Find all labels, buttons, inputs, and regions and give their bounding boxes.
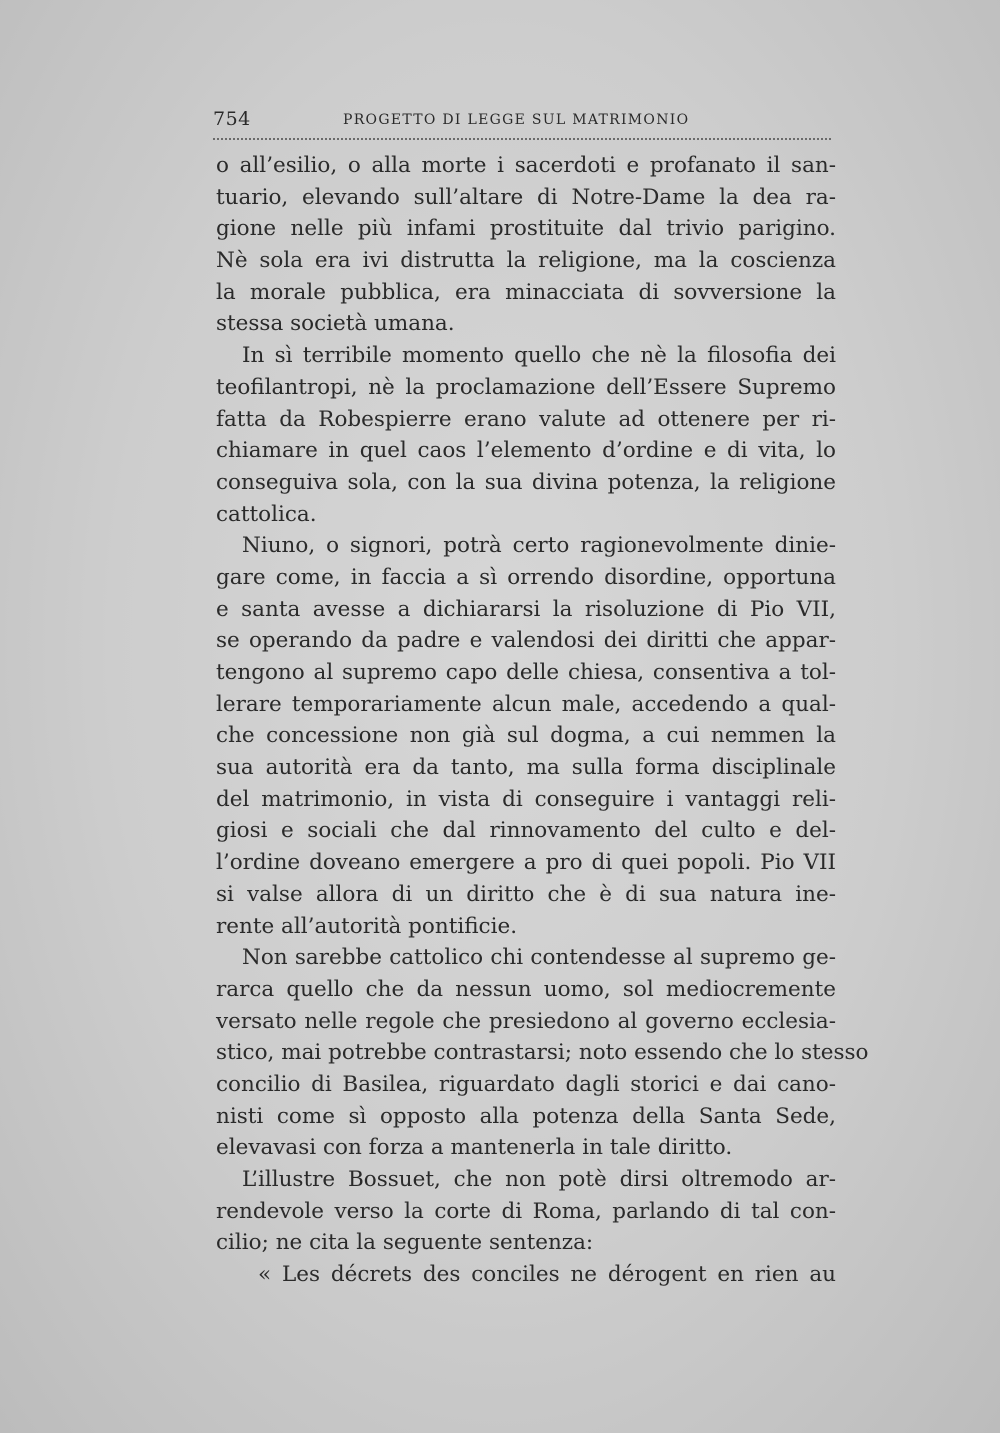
text-line: o all’esilio, o alla morte i sacerdoti e profanato il san- [216, 153, 836, 178]
text-line: e santa avesse a dichiararsi la risoluzione di Pio VII, [216, 596, 836, 622]
page-number: 754 [213, 108, 251, 130]
text-line: se operando da padre e valendosi dei diritti che appar- [216, 628, 836, 654]
text-line: sua autorità era da tanto, ma sulla forma disciplinale [216, 755, 836, 781]
text-line: conseguiva sola, con la sua divina potenza, la religione [216, 469, 836, 495]
text-line: nisti come sì opposto alla potenza della Santa Sede, [216, 1103, 836, 1129]
text-line: lerare temporariamente alcun male, accedendo a qual- [216, 691, 836, 717]
text-line: si valse allora di un diritto che è di sua natura ine- [216, 881, 836, 907]
text-line: concilio di Basilea, riguardato dagli storici e dai cano- [216, 1071, 836, 1097]
text-line: teofilantropi, nè la proclamazione dell’Essere Supremo [216, 374, 836, 400]
text-line: Non sarebbe cattolico chi contendesse al supremo ge- [242, 945, 836, 971]
running-title: PROGETTO DI LEGGE SUL MATRIMONIO [343, 112, 690, 128]
text-line: rarca quello che da nessun uomo, sol mediocremente [216, 976, 836, 1002]
text-line: In sì terribile momento quello che nè la filosofia dei [242, 343, 836, 369]
text-line: l’ordine doveano emergere a pro di quei popoli. Pio VII [216, 850, 836, 876]
body-text [216, 150, 869, 1291]
text-line: tengono al supremo capo delle chiesa, consentiva a tol- [216, 660, 836, 685]
text-line: chiamare in quel caos l’elemento d’ordine e di vita, lo [216, 438, 836, 464]
text-line: tuario, elevando sull’altare di Notre-Dame la dea ra- [216, 184, 836, 210]
text-line: cilio; ne cita la seguente sentenza: [216, 1230, 594, 1256]
text-line: gare come, in faccia a sì orrendo disordine, opportuna [216, 564, 836, 590]
text-line: fatta da Robespierre erano valute ad ottenere per ri- [216, 406, 836, 432]
text-line: gione nelle più infami prostituite dal trivio parigino. [216, 216, 836, 242]
text-line: Nè sola era ivi distrutta la religione, ma la coscienza [216, 248, 836, 274]
text-line: Niuno, o signori, potrà certo ragionevolmente dinie- [242, 533, 836, 559]
text-line: del matrimonio, in vista di conseguire i vantaggi reli- [216, 786, 836, 812]
text-line: rendevole verso la corte di Roma, parlando di tal con- [216, 1198, 836, 1224]
text-line: la morale pubblica, era minacciata di sovversione la [216, 279, 836, 305]
text-line: che concessione non già sul dogma, a cui nemmen la [216, 723, 836, 749]
text-line: « Les décrets des conciles ne dérogent en rien au [258, 1262, 836, 1288]
text-line: versato nelle regole che presiedono al governo ecclesia- [216, 1008, 836, 1034]
header-dotted-rule [213, 138, 831, 140]
text-line: stico, mai potrebbe contrastarsi; noto essendo che lo stesso [216, 1040, 869, 1066]
text-line: elevavasi con forza a mantenerla in tale diritto. [216, 1135, 733, 1161]
text-line: L’illustre Bossuet, che non potè dirsi oltremodo ar- [242, 1167, 836, 1192]
text-line: giosi e sociali che dal rinnovamento del culto e del- [216, 818, 836, 844]
text-line: stessa società umana. [216, 311, 455, 337]
page-header [213, 108, 833, 136]
text-line: cattolica. [216, 501, 317, 527]
text-line: rente all’autorità pontificie. [216, 913, 518, 939]
